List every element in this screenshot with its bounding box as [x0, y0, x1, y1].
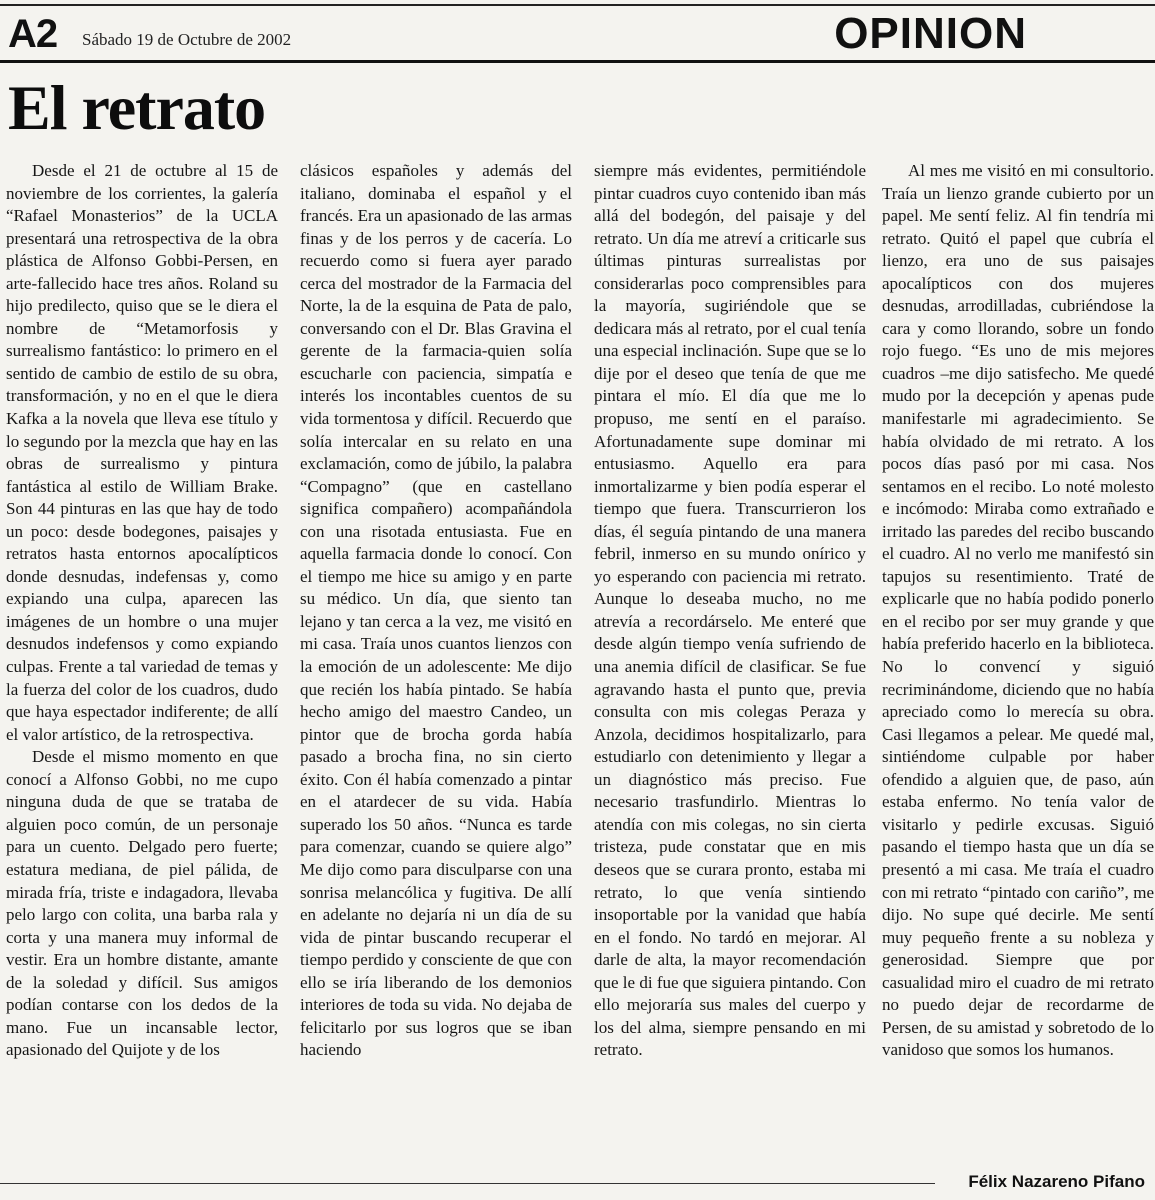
column-4-paragraph: Al mes me visitó en mi consultorio. Traía un lienzo grande cubierto por un papel. Me sentí feliz. Al fin tendría mi retrato. Quitó el papel que cubría el lienzo, era uno de sus paisajes apocalípticos con dos mujeres desnudas, arrodilladas, cubriéndose la cara y como llorando, sobre un fondo rojo fuego. “Es uno de mis mejores cuadros –me dijo satisfecho. Me quedé mudo por la decepción y apenas pude manifestarle mi agradecimiento. Se había olvidado de mi retrato. A los pocos días pasó por mi casa. Nos sentamos en el recibo. Lo noté molesto e incómodo: Miraba como extrañado e irritado las paredes del recibo buscando el cuadro. Al no verlo me manifestó sin tapujos su resentimiento. Traté de explicarle que no había podido ponerlo en el recibo por ser muy grande y que había preferido hacerlo en la biblioteca. No lo convencí y siguió recriminándome, diciendo que no había apreciado como lo merecía su obra. Casi llegamos a pelear. Me quedé mal, sintiéndome culpable por haber ofendido a alguien que, de paso, aún estaba enfermo. No tenía valor de visitarlo y pedirle excusas. Siguió pasando el tiempo hasta que un día se presentó a mi casa. Me traía el cuadro con mi retrato “pintado con cariño”, me dijo. No supe qué decirle. Me sentí muy pequeño frente a su nobleza y generosidad. Siempre que por casualidad miro el cuadro de mi retrato no puedo dejar de recordarme de Persen, de su amistad y sobretodo de lo vanidoso que somos los humanos.	[882, 161, 1154, 1060]
author-byline: Félix Nazareno Pifano	[968, 1172, 1145, 1191]
footer-rule	[0, 1183, 935, 1184]
top-rule	[0, 4, 1155, 6]
page-number: A2	[8, 12, 58, 56]
article-column-3	[594, 160, 866, 1062]
publication-date: Sábado 19 de Octubre de 2002	[82, 30, 292, 49]
header-rule	[0, 60, 1155, 63]
column-1-paragraph-2: Desde el mismo momento en que conocí a Alfonso Gobbi, no me cupo ninguna duda de que se trataba de alguien poco común, de un personaje para un cuento. Delgado pero fuerte; estatura mediana, de piel pálida, de mirada fría, triste e indagadora, llevaba pelo largo con colita, una barba rala y corta y una manera muy informal de vestir. Era un hombre distante, amante de la soledad y difícil. Sus amigos podían contarse con los dedos de la mano. Fue un incansable lector, apasionado del Quijote y de los	[6, 747, 278, 1060]
article-headline: El retrato	[8, 72, 266, 143]
article-column-4	[882, 160, 1154, 1062]
column-2-paragraph: clásicos españoles y además del italiano, dominaba el español y el francés. Era un apasionado de las armas finas y de los perros y de cacería. Lo recuerdo como si fuera ayer parado cerca del mostrador de la Farmacia del Norte, la de la esquina de Pata de palo, conversando con el Dr. Blas Gravina el gerente de la farmacia-quien solía escucharle con paciencia, simpatía e interés los incontables cuentos de su vida tormentosa y difícil. Recuerdo que solía intercalar en su relato en una exclamación, como de júbilo, la palabra “Compagno” (que en castellano significa compañero) acompañándola con una risotada entusiasta. Fue en aquella farmacia donde lo conocí. Con el tiempo me hice su amigo y en parte su médico. Un día, que siento tan lejano y tan cerca a la vez, me visitó en mi casa. Traía unos cuantos lienzos con la emoción de un adolescente: Me dijo que recién los había pintado. Se había hecho amigo del maestro Candeo, un pintor que de brocha gorda había pasado a brocha fina, no sin cierto éxito. Con él había comenzado a pintar en el atardecer de su vida. Había superado los 50 años. “Nunca es tarde para comenzar, cuando se quiere algo” Me dijo como para disculparse con una sonrisa melancólica y fugitiva. De allí en adelante no dejaría ni un día de su vida de pintar buscando recuperar el tiempo perdido y consciente de que con ello se iría liberando de los demonios interiores de toda su vida. No dejaba de felicitarlo por sus logros que se iban haciendo	[300, 161, 572, 1060]
column-1-paragraph-1: Desde el 21 de octubre al 15 de noviembre de los corrientes, la galería “Rafael Monasterios” de la UCLA presentará una retrospectiva de la obra plástica de Alfonso Gobbi-Persen, en arte-fallecido hace tres años. Roland su hijo predilecto, quiso que se le diera el nombre de “Metamorfosis y surrealismo fantástico: lo primero en el sentido de cambio de estilo de su obra, transformación, y no en el que le diera Kafka a la novela que lleva ese título y lo segundo por la mezcla que hay en las obras de surrealismo y pintura fantástica al estilo de William Brake. Son 44 pinturas en las que hay de todo un poco: desde bodegones, paisajes y retratos hasta entornos apocalípticos donde desnudas, indefensas y, como expiando una culpa, aparecen las imágenes de un hombre o una mujer desnudos indefensos y como expiando culpas. Frente a tal variedad de temas y la fuerza del color de los cuadros, dudo que haya espectador indiferente; de allí el valor artístico, de la retrospectiva.	[6, 161, 278, 744]
article-column-1	[6, 160, 278, 1062]
article-column-2	[300, 160, 572, 1062]
column-3-paragraph: siempre más evidentes, permitiéndole pintar cuadros cuyo contenido iban más allá del bodegón, del paisaje y del retrato. Un día me atreví a criticarle sus últimas pinturas surrealistas por considerarlas poco comprensibles para la mayoría, sugiriéndole que se dedicara más al retrato, por el cual tenía una especial inclinación. Supe que se lo dije por el deseo que tenía de que me pintara el mío. El día que me lo propuso, me sentí en el paraíso. Afortunadamente supe dominar mi entusiasmo. Aquello era para inmortalizarme y bien podía esperar el tiempo que fuera. Transcurrieron los días, él seguía pintando de una manera febril, inmerso en su mundo onírico y yo esperando con paciencia mi retrato. Aunque lo deseaba mucho, no me atrevía a recordárselo. Me enteré que desde algún tiempo venía sufriendo de una anemia difícil de clasificar. Se fue agravando hasta el punto que, previa consulta con mis colegas Peraza y Anzola, decidimos hospitalizarlo, para estudiarlo con detenimiento y llegar a un diagnóstico más preciso. Fue necesario trasfundirlo. Mientras lo atendía con mis colegas, no sin cierta tristeza, pude constatar que en mis deseos que se curara pronto, estaba mi retrato, lo que venía sintiendo insoportable por la vanidad que había en el fondo. No tardó en mejorar. Al darle de alta, la mayor recomendación que le di fue que siguiera pintando. Con ello mejoraría sus males del cuerpo y los del alma, siempre pensando en mi retrato.	[594, 161, 866, 1060]
section-title: OPINION	[834, 9, 1027, 58]
